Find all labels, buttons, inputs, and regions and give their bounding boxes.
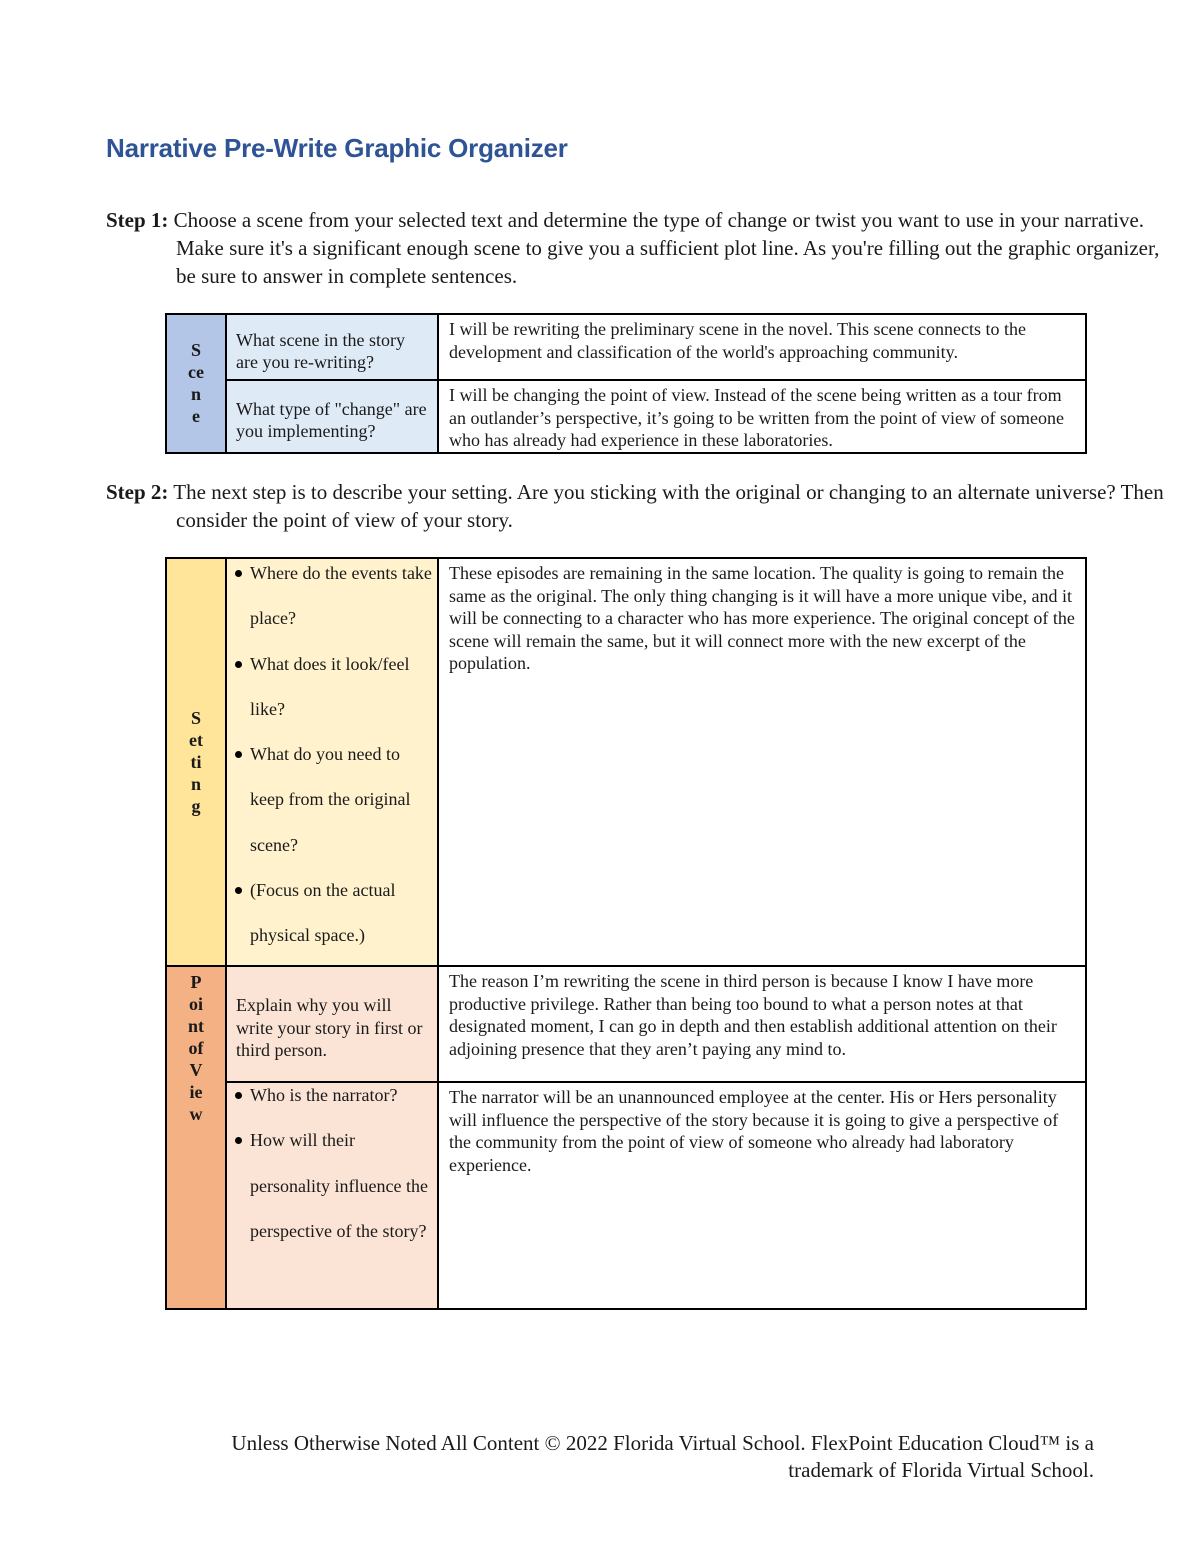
pov-answer[interactable]: The reason I’m rewriting the scene in third person is because I know I have more productive privilege. Rather than being too bound to what a person notes at that designated moment, I can go in depth and then establish additional attention on their adjoining presence that they aren’t paying any mind to. bbox=[438, 966, 1086, 1082]
pov-side-label bbox=[166, 966, 226, 1309]
setting-pov-table bbox=[165, 557, 1087, 1310]
page-title: Narrative Pre-Write Graphic Organizer bbox=[106, 133, 568, 163]
step-2-label: Step 2: bbox=[106, 480, 169, 504]
setting-answer[interactable]: These episodes are remaining in the same location. The quality is going to remain the same as the original. The only thing changing is it will have a more unique vibe, and it will be connecting to a character who has more experience. The original concept of the scene will remain the same, but it will connect more with the new excerpt of the population. bbox=[438, 558, 1086, 966]
scene-table bbox=[165, 313, 1087, 454]
setting-questions bbox=[226, 558, 438, 966]
narrator-bullet: How will their personality influence the perspective of the story? bbox=[232, 1118, 433, 1254]
footer bbox=[100, 1430, 1094, 1484]
narrator-answer[interactable]: The narrator will be an unannounced employee at the center. His or Hers personality will influence the perspective of the story because it is going to give a perspective of the community from the point of view of someone who already had laboratory experience. bbox=[438, 1082, 1086, 1309]
scene-side-text: S ce n e bbox=[188, 340, 204, 427]
step-2-text: The next step is to describe your setting. Are you sticking with the original or changing to an alternate universe? Then consider the point of view of your story. bbox=[168, 480, 1164, 532]
narrator-questions bbox=[226, 1082, 438, 1309]
step-1-instructions bbox=[106, 206, 1166, 290]
setting-bullet: What does it look/feel like? bbox=[232, 642, 433, 733]
footer-line-2: trademark of Florida Virtual School. bbox=[788, 1458, 1094, 1482]
step-1-text: Choose a scene from your selected text and determine the type of change or twist you want to use in your narrative. Make sure it's a significant enough scene to give you a sufficient plot line. As you're filling out the graphic organizer, be sure to answer in complete sentences. bbox=[168, 208, 1160, 288]
narrator-bullet: Who is the narrator? bbox=[232, 1073, 433, 1118]
scene-question-2: What type of "change" are you implementing? bbox=[226, 380, 438, 453]
scene-answer-2[interactable]: I will be changing the point of view. Instead of the scene being written as a tour from an outlander’s perspective, it’s going to be written from the point of view of someone who has already had experience in these laboratories. bbox=[438, 380, 1086, 453]
setting-side-text: S et ti n g bbox=[189, 708, 203, 816]
scene-side-label bbox=[166, 314, 226, 453]
step-2-instructions bbox=[106, 478, 1166, 534]
setting-bullet: What do you need to keep from the original scene? bbox=[232, 732, 433, 868]
pov-question: Explain why you will write your story in first or third person. bbox=[226, 966, 438, 1082]
step-1-label: Step 1: bbox=[106, 208, 169, 232]
scene-question-1: What scene in the story are you re-writing? bbox=[226, 314, 438, 380]
pov-side-text: P oi nt of V ie w bbox=[187, 972, 204, 1124]
setting-bullet: (Focus on the actual physical space.) bbox=[232, 868, 433, 959]
scene-answer-1[interactable]: I will be rewriting the preliminary scene in the novel. This scene connects to the development and classification of the world's approaching community. bbox=[438, 314, 1086, 380]
setting-bullet: Where do the events take place? bbox=[232, 551, 433, 642]
footer-line-1: Unless Otherwise Noted All Content © 2022 Florida Virtual School. FlexPoint Education Cloud™ is a bbox=[231, 1431, 1094, 1455]
setting-side-label bbox=[166, 558, 226, 966]
